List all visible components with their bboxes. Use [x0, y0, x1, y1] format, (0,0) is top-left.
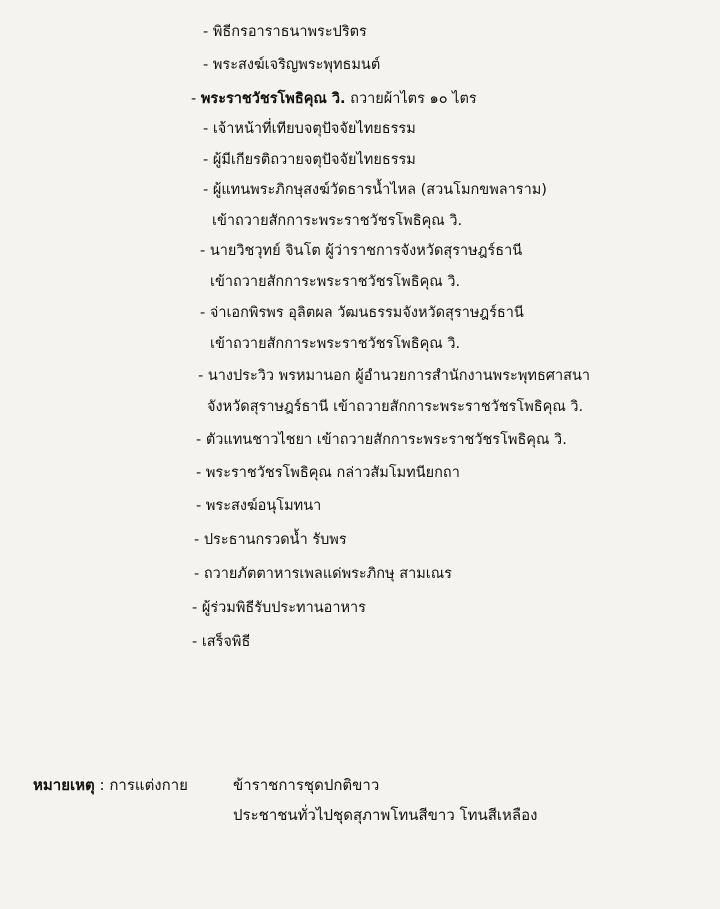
agenda-item-9: - นางประวิว พรหมานอก ผู้อำนวยการสำนักงานพระพุทธศาสนา — [198, 368, 591, 384]
agenda-item-10: - ตัวแทนชาวไชยา เข้าถวายสักการะพระราชวัชรโพธิคุณ วิ. — [196, 432, 567, 448]
note-category: : การแต่งกาย — [94, 776, 188, 794]
agenda-item-6: - ผู้แทนพระภิกษุสงฆ์วัดธารน้ำไหล (สวนโมกขพลาราม) — [203, 182, 547, 198]
agenda-item-2: - พระสงฆ์เจริญพระพุทธมนต์ — [203, 57, 381, 73]
agenda-item-16: - เสร็จพิธี — [192, 634, 251, 650]
note-title: หมายเหตุ — [33, 776, 95, 794]
note-line-2: ประชาชนทั่วไปชุดสุภาพโทนสีขาว โทนสีเหลือง — [233, 806, 538, 824]
agenda-item-9-line2: จังหวัดสุราษฎร์ธานี เข้าถวายสักการะพระราชวัชรโพธิคุณ วิ. — [207, 399, 584, 415]
agenda-item-7: - นายวิชวุทย์ จินโต ผู้ว่าราชการจังหวัดสุราษฎร์ธานี — [200, 243, 523, 259]
agenda-item-3-rest: ถวายผ้าไตร ๑๐ ไตร — [345, 91, 477, 107]
agenda-item-8: - จ่าเอกพิรพร อุลิตผล วัฒนธรรมจังหวัดสุราษฎร์ธานี — [200, 305, 524, 321]
agenda-item-4: - เจ้าหน้าที่เทียบจตุปัจจัยไทยธรรม — [203, 121, 416, 137]
agenda-item-7-line2: เข้าถวายสักการะพระราชวัชรโพธิคุณ วิ. — [210, 274, 461, 290]
agenda-item-3-prefix: - — [191, 91, 201, 107]
agenda-item-12: - พระสงฆ์อนุโมทนา — [196, 498, 322, 514]
agenda-item-3-bold: พระราชวัชรโพธิคุณ วิ. — [200, 91, 346, 107]
agenda-item-15: - ผู้ร่วมพิธีรับประทานอาหาร — [192, 600, 366, 616]
agenda-item-5: - ผู้มีเกียรติถวายจตุปัจจัยไทยธรรม — [203, 152, 416, 168]
agenda-item-1: - พิธีกรอาราธนาพระปริตร — [203, 24, 367, 40]
agenda-item-3 — [191, 89, 477, 109]
note-line-1: ข้าราชการชุดปกติขาว — [233, 776, 380, 794]
agenda-item-11: - พระราชวัชรโพธิคุณ กล่าวสัมโมทนียกถา — [196, 465, 460, 481]
agenda-item-8-line2: เข้าถวายสักการะพระราชวัชรโพธิคุณ วิ. — [210, 336, 461, 352]
agenda-item-13: - ประธานกรวดน้ำ รับพร — [194, 532, 347, 548]
agenda-item-6-line2: เข้าถวายสักการะพระราชวัชรโพธิคุณ วิ. — [212, 213, 463, 229]
note-label — [33, 773, 188, 797]
agenda-item-14: - ถวายภัตตาหารเพลแด่พระภิกษุ สามเณร — [194, 566, 452, 582]
